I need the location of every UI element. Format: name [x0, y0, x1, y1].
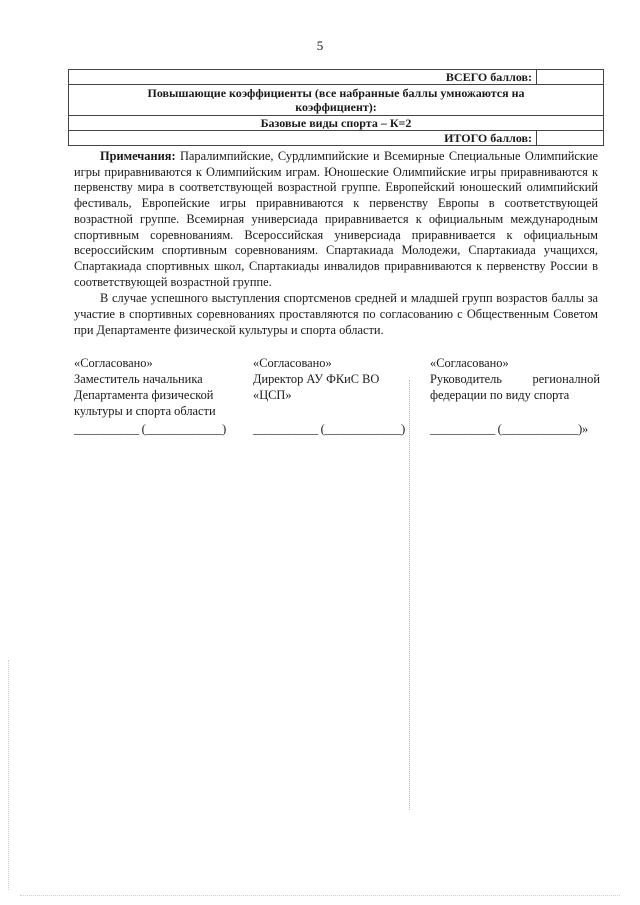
total-score-value [537, 70, 604, 85]
scan-artifact-line [8, 660, 9, 890]
base-sports-row: Базовые виды спорта – К=2 [69, 116, 604, 131]
approved-label: «Согласовано» [74, 356, 153, 370]
signatory-title-line: Директор АУ ФКиС ВО [253, 372, 380, 386]
table-row [69, 116, 604, 131]
signature-blank: ___________ (_____________)» [430, 422, 588, 436]
signature-block-deputy [74, 355, 239, 437]
coefficients-heading: Повышающие коэффициенты (все набранные баллы умножаются на коэффициент): [69, 85, 604, 116]
signature-blank: ___________ (_____________) [253, 422, 405, 436]
total-score-label: ВСЕГО баллов: [69, 70, 537, 85]
notes-paragraph-1 [74, 149, 598, 290]
signature-block-director [253, 355, 413, 437]
approved-label: «Согласовано» [253, 356, 332, 370]
table-row [69, 70, 604, 85]
table-row [69, 131, 604, 146]
signatory-title-line: Департамента физической [74, 388, 214, 402]
notes-section [74, 149, 598, 338]
notes-text-1: Паралимпийские, Сурдлимпийские и Всемирные Специальные Олимпийские игры приравниваются к Олимпийским играм. Юношеские Олимпийские игры приравниваются к первенству мира в соответствующей возрастной группе. Европейский юношеский олимпийский фестиваль, Европейские игры приравниваются к первенству Европы в соответствующей возрастной группе. Всемирная универсиада приравнивается к официальным международным спортивным соревнованиям. Всероссийская универсиада приравнивается к официальным всероссийским спортивным соревнованиям. Спартакиада Молодежи, Спартакиада учащихся, Спартакиада спортивных школ, Спартакиады инвалидов приравниваются к первенству России в соответствующей возрастной группе. [74, 149, 598, 289]
table-row [69, 85, 604, 116]
scan-artifact-line [20, 895, 620, 896]
page-number: 5 [316, 38, 324, 53]
signatory-title-line: федерации по виду спорта [430, 388, 570, 402]
signature-block-federation [430, 355, 600, 437]
notes-heading: Примечания: [100, 149, 176, 163]
notes-paragraph-2: В случае успешного выступления спортсменов средней и младшей групп возрастов баллы за участие в спортивных соревнованиях проставляются по согласованию с Общественным Советом при Департаменте физической культуры и спорта области. [74, 291, 598, 337]
signatory-title-line: «ЦСП» [253, 388, 292, 402]
score-table [68, 69, 604, 146]
scan-artifact-line [409, 380, 410, 810]
approved-label: «Согласовано» [430, 356, 509, 370]
final-score-label: ИТОГО баллов: [69, 131, 537, 146]
final-score-value [537, 131, 604, 146]
signatory-title-line: культуры и спорта области [74, 404, 216, 418]
signatory-title-line: Руководитель регионалной [430, 372, 600, 386]
signatory-title-line: Заместитель начальника [74, 372, 203, 386]
signature-blank: ___________ (_____________) [74, 422, 226, 436]
